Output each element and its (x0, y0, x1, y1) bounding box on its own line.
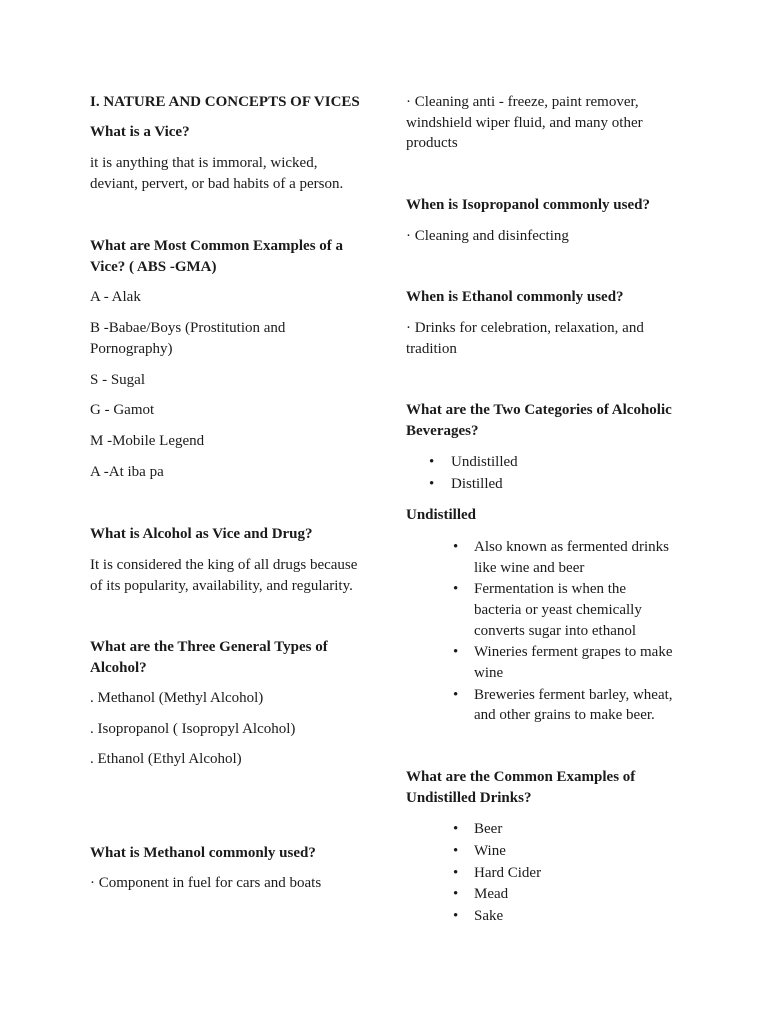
list-item: • Wine (474, 841, 541, 862)
undistilled-facts-list (474, 537, 673, 727)
list-item: • Beer (474, 819, 541, 840)
list-item: • Wineries ferment grapes to make wine (474, 642, 673, 683)
question-isopropanol-use: When is Isopropanol commonly used? (406, 197, 650, 213)
question-alcohol-types: What are the Three General Types of Alcohol? (90, 639, 328, 676)
answer-ethanol-use: · Drinks for celebration, relaxation, and tradition (406, 320, 644, 357)
answer-what-is-vice: it is anything that is immoral, wicked, deviant, pervert, or bad habits of a person. (90, 155, 344, 192)
example-item: A - Alak (90, 289, 141, 305)
list-item: • Fermentation is when the bacteria or yeast chemically converts sugar into ethanol (474, 579, 673, 641)
answer-methanol-use-continued: · Cleaning anti - freeze, paint remover, windshield wiper fluid, and many other products (406, 94, 643, 152)
answer-isopropanol-use: · Cleaning and disinfecting (406, 228, 569, 244)
list-item: • Mead (474, 884, 541, 905)
question-beverage-categories: What are the Two Categories of Alcoholic Beverages? (406, 402, 672, 439)
example-item: G - Gamot (90, 402, 155, 418)
question-ethanol-use: When is Ethanol commonly used? (406, 289, 624, 305)
list-item: • Sake (474, 906, 541, 927)
example-item: S - Sugal (90, 372, 146, 388)
question-undistilled-examples: What are the Common Examples of Undistilled Drinks? (406, 769, 636, 806)
example-item: M -Mobile Legend (90, 433, 205, 449)
answer-methanol-use: · Component in fuel for cars and boats (90, 875, 322, 891)
list-item: • Distilled (451, 474, 518, 495)
list-item: • Also known as fermented drinks like wine and beer (474, 537, 673, 578)
example-item: A -At iba pa (90, 464, 164, 480)
alcohol-type-item: . Isopropanol ( Isopropyl Alcohol) (90, 721, 296, 737)
list-item: • Hard Cider (474, 863, 541, 884)
list-item: • Undistilled (451, 452, 518, 473)
answer-alcohol-vice: It is considered the king of all drugs because of its popularity, availability, and regularity. (90, 557, 358, 594)
undistilled-examples-list (474, 819, 541, 928)
undistilled-heading: Undistilled (406, 507, 477, 523)
example-item: B -Babae/Boys (Prostitution and Pornography) (90, 320, 286, 357)
question-methanol-use: What is Methanol commonly used? (90, 845, 316, 861)
beverage-categories-list (451, 452, 518, 496)
question-common-examples: What are Most Common Examples of a Vice? ( ABS -GMA) (90, 238, 344, 275)
question-what-is-vice: What is a Vice? (90, 124, 190, 140)
question-alcohol-vice: What is Alcohol as Vice and Drug? (90, 526, 313, 542)
section-title: I. NATURE AND CONCEPTS OF VICES (90, 94, 360, 110)
list-item: • Breweries ferment barley, wheat, and other grains to make beer. (474, 685, 673, 726)
alcohol-type-item: . Ethanol (Ethyl Alcohol) (90, 751, 242, 767)
alcohol-type-item: . Methanol (Methyl Alcohol) (90, 690, 264, 706)
